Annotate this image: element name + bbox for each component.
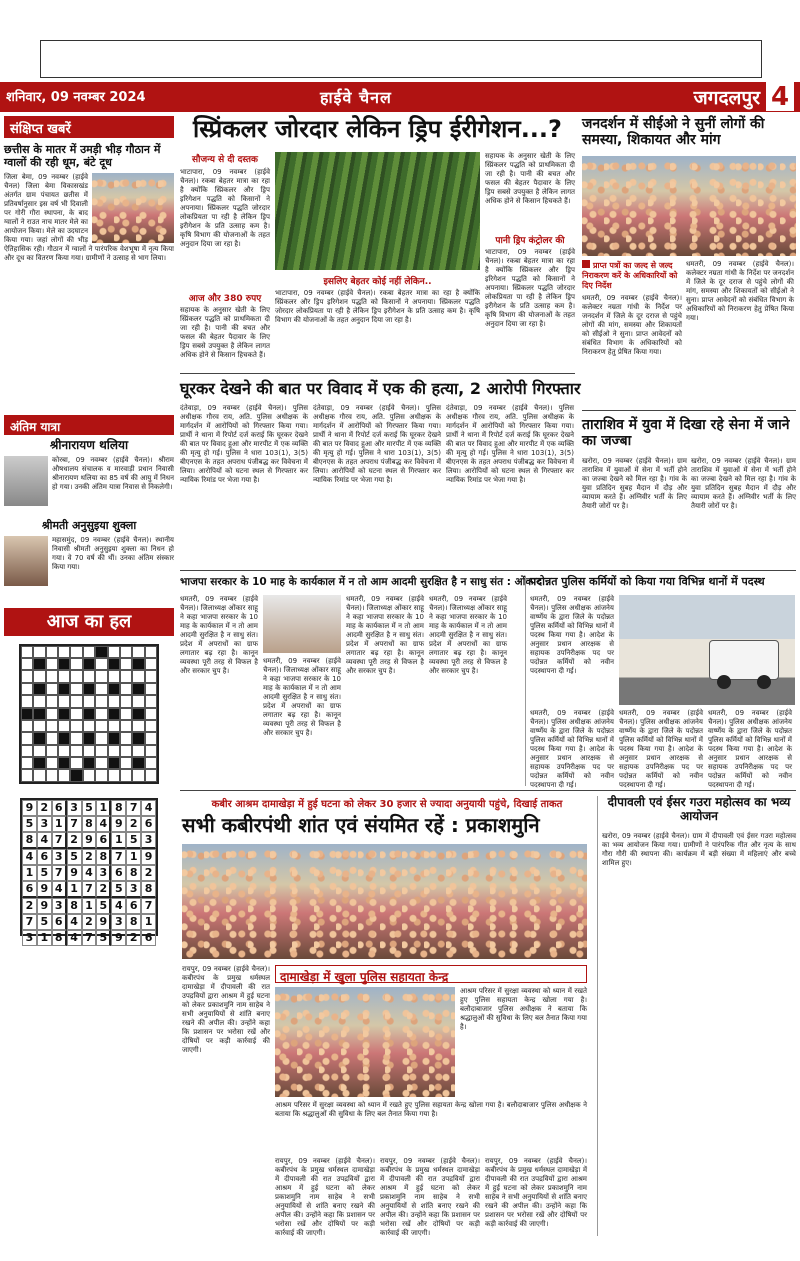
sudoku-cell: 7 [141, 898, 156, 914]
sudoku-cell: 8 [22, 832, 37, 849]
sudoku-cell: 5 [96, 898, 111, 914]
sudoku-cell: 1 [22, 865, 37, 881]
sudoku-cell: 6 [37, 849, 52, 865]
masthead [0, 82, 800, 112]
sudoku-cell: 5 [37, 914, 52, 930]
crossword-cell [46, 695, 58, 707]
sudoku-cell: 5 [111, 881, 126, 898]
crossword-cell [70, 720, 82, 732]
sudoku-cell: 6 [52, 800, 67, 816]
article-text: धमतरी, 09 नवम्बर (हाईवे चैनल)। जिलाध्यक्ष ओंकार साहू ने कहा भाजपा सरकार के 10 माह के कार्यकाल में न तो आम आदमी सुरक्षित है न साधु संत। प्रदेश में अपराधों का ग्राफ लगातार बढ़ रहा है। कानून व्यवस्था पूरी तरह से विफल है और सरकार चुप है। [263, 657, 341, 737]
crossword-cell [145, 757, 157, 769]
sudoku-cell: 2 [126, 816, 141, 832]
crossword-cell [58, 708, 70, 720]
sudoku-cell: 3 [96, 865, 111, 881]
crossword-cell [46, 658, 58, 670]
page-number: 4 [766, 81, 794, 111]
sudoku-cell: 4 [111, 898, 126, 914]
sudoku-cell: 1 [126, 849, 141, 865]
crossword-cell [21, 695, 33, 707]
crossword-cell [132, 708, 144, 720]
headline-jandarshan: जनदर्शन में सीईओ ने सुनीं लोगों की समस्या, शिकायत और मांग [582, 116, 765, 149]
article-text: आश्रम परिसर में सुरक्षा व्यवस्था को ध्यान में रखते हुए पुलिस सहायता केन्द्र खोला गया है। बलौदाबाजार पुलिस अधीक्षक ने बताया कि श्रद्धालुओं की सुविधा के लिए बल तैनात किया गया है। [460, 987, 587, 1031]
crossword-cell [70, 769, 82, 781]
article-text: धमतरी, 09 नवम्बर (हाईवे चैनल)। कलेक्टर नम्रता गांधी के निर्देश पर जनदर्शन में जिले के दूर दराज से पहुंचे लोगों की मांग, समस्या और शिकायतों को सीईओ ने सुना। प्राप्त आवेदनों को संबंधित विभाग के अधिकारियों को निराकरण हेतु प्रेषित किया गया। [686, 260, 794, 322]
crossword-cell [70, 732, 82, 744]
crossword-cell [33, 757, 45, 769]
sudoku-cell: 1 [111, 832, 126, 849]
headline-bjp: भाजपा सरकार के 10 माह के कार्यकाल में न तो आम आदमी सुरक्षित है न साधु संत : ओंकार [180, 576, 541, 588]
crowd-photo [275, 987, 455, 1097]
crossword-cell [70, 708, 82, 720]
crossword-cell [108, 745, 120, 757]
crossword-cell [95, 745, 107, 757]
crossword-cell [21, 757, 33, 769]
crossword-cell [108, 708, 120, 720]
crossword-cell [120, 720, 132, 732]
headline-murder: घूरकर देखने की बात पर विवाद में एक की हत्या, 2 आरोपी गिरफ्तार [180, 379, 581, 398]
crossword-cell [58, 670, 70, 682]
sudoku-cell: 2 [141, 865, 156, 881]
wheat-field-photo [275, 152, 480, 270]
police-article [530, 575, 796, 789]
sudoku-cell: 2 [37, 800, 52, 816]
sub-heading: इसलिए बेहतर कोई नहीं लेकिन.. [323, 277, 432, 287]
crossword-cell [83, 695, 95, 707]
article-text: खरोरा, 09 नवम्बर (हाईवे चैनल)। ग्राम ताराशिव में युवाओं में सेना में भर्ती होने का जज्बा देखने को मिल रहा है। गांव के युवा प्रतिदिन सुबह मैदान में दौड़ और व्यायाम करते हैं। अग्निवीर भर्ती के लिए तैयारी जोरों पर है। [582, 457, 687, 510]
sudoku-cell: 8 [141, 881, 156, 898]
sudoku-cell: 4 [96, 816, 111, 832]
sudoku-cell: 5 [37, 865, 52, 881]
sudoku-cell: 3 [52, 849, 67, 865]
crossword-cell [120, 646, 132, 658]
crossword-cell [83, 745, 95, 757]
crossword-cell [95, 658, 107, 670]
headline-police: पदोन्नत पुलिस कर्मियों को किया गया विभिन्न थानों में पदस्थ [530, 575, 765, 588]
edition-city: जगदलपुर [693, 87, 760, 109]
brief-title: संक्षिप्त खबरें [4, 116, 174, 138]
photo-caption: प्राप्त पत्रों का जल्द से जल्द निराकरण करें के अधिकारियों को दिए निर्देश [582, 261, 678, 290]
crossword-cell [33, 769, 45, 781]
sudoku-cell: 9 [96, 914, 111, 930]
antim-title: अंतिम यात्रा [4, 415, 174, 435]
bjp-article [180, 576, 541, 785]
sudoku-cell: 1 [37, 930, 52, 946]
crossword-cell [21, 708, 33, 720]
sudoku-cell: 7 [126, 800, 141, 816]
crossword-cell [21, 646, 33, 658]
sub-heading: पानी ड्रिप कंट्रोलर की [495, 236, 565, 246]
crossword-cell [108, 720, 120, 732]
crossword-cell [21, 720, 33, 732]
crossword-cell [21, 732, 33, 744]
crossword-cell [108, 670, 120, 682]
headline-helpdesk: दामाखेड़ा में खुला पुलिस सहायता केन्द्र [275, 965, 587, 983]
crossword-cell [46, 720, 58, 732]
sudoku-cell: 9 [111, 816, 126, 832]
crossword-cell [70, 658, 82, 670]
sudoku-cell: 6 [126, 898, 141, 914]
issue-date: शनिवार, 09 नवम्बर 2024 [6, 90, 146, 105]
sudoku-cell: 7 [52, 832, 67, 849]
crossword-cell [21, 683, 33, 695]
article-text: धमतरी, 09 नवम्बर (हाईवे चैनल)। जिलाध्यक्ष ओंकार साहू ने कहा भाजपा सरकार के 10 माह के कार्यकाल में न तो आम आदमी सुरक्षित है न साधु संत। प्रदेश में अपराधों का ग्राफ लगातार बढ़ रहा है। कानून व्यवस्था पूरी तरह से विफल है और सरकार चुप है। [429, 595, 507, 675]
sudoku-cell: 8 [67, 898, 82, 914]
article-text: धमतरी, 09 नवम्बर (हाईवे चैनल)। जिलाध्यक्ष ओंकार साहू ने कहा भाजपा सरकार के 10 माह के कार्यकाल में न तो आम आदमी सुरक्षित है न साधु संत। प्रदेश में अपराधों का ग्राफ लगातार बढ़ रहा है। कानून व्यवस्था पूरी तरह से विफल है और सरकार चुप है। [346, 595, 424, 675]
sudoku-cell: 9 [141, 849, 156, 865]
crossword-cell [132, 646, 144, 658]
sudoku-cell: 6 [141, 816, 156, 832]
crossword-cell [120, 658, 132, 670]
kabir-banner: कबीर आश्रम दामाखेड़ा में हुई घटना को लेकर 30 हजार से ज्यादा अनुयायी पहुंचे, दिखाई ताकत [211, 799, 563, 810]
sudoku-cell: 8 [126, 865, 141, 881]
crossword-cell [95, 732, 107, 744]
crossword-cell [145, 708, 157, 720]
crossword-cell [83, 732, 95, 744]
crossword-cell [95, 708, 107, 720]
article-text: दंतेवाड़ा, 09 नवम्बर (हाईवे चैनल)। पुलिस अधीक्षक गौरव राय, अति. पुलिस अधीक्षक के मार्गदर्शन में आरोपियों को गिरफ्तार किया गया। प्रार्थी ने थाना में रिपोर्ट दर्ज कराई कि घूरकर देखने की बात पर विवाद हुआ और मारपीट में एक व्यक्ति की मृत्यु हो गई। पुलिस ने धारा 103(1), 3(5) बीएनएस के तहत अपराध पंजीबद्ध कर विवेचना में लिया। आरोपियों को घटना स्थल से गिरफ्तार कर न्यायिक रिमांड पर भेजा गया है। [180, 404, 308, 484]
sudoku-cell: 7 [82, 881, 97, 898]
sudoku-cell: 9 [37, 881, 52, 898]
crossword-cell [83, 769, 95, 781]
crossword-cell [95, 683, 107, 695]
sudoku-cell: 2 [67, 832, 82, 849]
sudoku-cell: 5 [22, 816, 37, 832]
sudoku-cell: 9 [111, 930, 126, 946]
crossword-cell [58, 745, 70, 757]
bullet-icon [582, 260, 590, 268]
crossword-cell [145, 658, 157, 670]
article-text: धमतरी, 09 नवम्बर (हाईवे चैनल)। पुलिस अधीक्षक आंजनेय वार्ष्णेय के द्वारा जिले के पदोन्नत पुलिस कर्मियों को विभिन्न थानों में पदस्थ किया गया है। आदेश के अनुसार प्रधान आरक्षक से सहायक उपनिरीक्षक पद पर पदोन्नत कर्मियों को नवीन पदस्थापना दी गई। [619, 709, 703, 789]
crossword-cell [145, 683, 157, 695]
crossword-cell [132, 670, 144, 682]
sudoku-cell: 4 [67, 914, 82, 930]
crossword-cell [58, 646, 70, 658]
sudoku-cell: 1 [67, 881, 82, 898]
crossword-cell [132, 683, 144, 695]
crossword-cell [95, 757, 107, 769]
crossword-cell [108, 658, 120, 670]
crossword-cell [108, 646, 120, 658]
crowd-photo [92, 173, 174, 243]
sudoku-cell: 9 [82, 832, 97, 849]
article-text: खरोरा, 09 नवम्बर (हाईवे चैनल)। ग्राम ताराशिव में युवाओं में सेना में भर्ती होने का जज्बा देखने को मिल रहा है। गांव के युवा प्रतिदिन सुबह मैदान में दौड़ और व्यायाम करते हैं। अग्निवीर भर्ती के लिए तैयारी जोरों पर है। [691, 457, 796, 510]
crossword-cell [46, 670, 58, 682]
crossword-cell [132, 745, 144, 757]
sudoku-cell: 8 [96, 849, 111, 865]
crossword-cell [33, 670, 45, 682]
crossword-cell [58, 695, 70, 707]
article-text: भाटापारा, 09 नवम्बर (हाईवे चैनल)। रकबा बेहतर मात्रा का रहा है क्योंकि स्प्रिंकलर और ड्रिप इरिगेशन पद्धति को किसानों ने अपनाया। स्प्रिंकलर पद्धति जोरदार लोकप्रियता पा रही है लेकिन ड्रिप इरीगेशन के प्रति उत्साह कम है। कृषि विभाग की योजनाओं के तहत अनुदान दिया जा रहा है। [275, 289, 480, 324]
article-text: रायपुर, 09 नवम्बर (हाईवे चैनल)। कबीरपंथ के प्रमुख धर्मस्थल दामाखेड़ा में दीपावली की रात उपद्रवियों द्वारा आश्रम में हुई घटना को लेकर प्रकाशमुनि नाम साहेब ने सभी अनुयायियों से शांति बनाए रखने की अपील की। उन्होंने कहा कि प्रशासन पर भरोसा रखें और दोषियों पर कड़ी कार्रवाई की जाएगी। [485, 1157, 587, 1228]
crossword-cell [145, 769, 157, 781]
crossword-cell [132, 732, 144, 744]
crossword-cell [83, 646, 95, 658]
crossword-cell [33, 658, 45, 670]
crossword-cell [95, 646, 107, 658]
crossword-cell [33, 683, 45, 695]
sudoku-cell: 4 [82, 865, 97, 881]
article-text: दंतेवाड़ा, 09 नवम्बर (हाईवे चैनल)। पुलिस अधीक्षक गौरव राय, अति. पुलिस अधीक्षक के मार्गदर्शन में आरोपियों को गिरफ्तार किया गया। प्रार्थी ने थाना में रिपोर्ट दर्ज कराई कि घूरकर देखने की बात पर विवाद हुआ और मारपीट में एक व्यक्ति की मृत्यु हो गई। पुलिस ने धारा 103(1), 3(5) बीएनएस के तहत अपराध पंजीबद्ध कर विवेचना में लिया। आरोपियों को घटना स्थल से गिरफ्तार कर न्यायिक रिमांड पर भेजा गया है। [313, 404, 441, 484]
sudoku-cell: 5 [67, 849, 82, 865]
vehicle-photo [619, 595, 795, 705]
sudoku-cell: 7 [111, 849, 126, 865]
article-text: धमतरी, 09 नवम्बर (हाईवे चैनल)। पुलिस अधीक्षक आंजनेय वार्ष्णेय के द्वारा जिले के पदोन्नत पुलिस कर्मियों को विभिन्न थानों में पदस्थ किया गया है। आदेश के अनुसार प्रधान आरक्षक से सहायक उपनिरीक्षक पद पर पदोन्नत कर्मियों को नवीन पदस्थापना दी गई। [708, 709, 792, 789]
crossword-cell [58, 720, 70, 732]
article-text: रायपुर, 09 नवम्बर (हाईवे चैनल)। कबीरपंथ के प्रमुख धर्मस्थल दामाखेड़ा में दीपावली की रात उपद्रवियों द्वारा आश्रम में हुई घटना को लेकर प्रकाशमुनि नाम साहेब ने सभी अनुयायियों से शांति बनाए रखने की अपील की। उन्होंने कहा कि प्रशासन पर भरोसा रखें और दोषियों पर कड़ी कार्रवाई की जाएगी। [182, 965, 270, 1054]
crossword-cell [145, 695, 157, 707]
crossword-cell [33, 646, 45, 658]
deepawali-article [602, 796, 796, 1232]
crossword-cell [21, 769, 33, 781]
sudoku-cell: 2 [82, 914, 97, 930]
article-text: खरोरा, 09 नवम्बर (हाईवे चैनल)। ग्राम में दीपावली एवं ईसर गउरा महोत्सव का भव्य आयोजन किया गया। ग्रामीणों ने पारंपरिक गीत और नृत्य के साथ गौरा गौरी की स्थापना की। कार्यक्रम में बड़ी संख्या में महिलाएं और बच्चे शामिल हुए। [602, 832, 796, 867]
sudoku-cell: 1 [82, 898, 97, 914]
crossword-cell [21, 745, 33, 757]
crossword-cell [70, 683, 82, 695]
crossword-cell [83, 658, 95, 670]
crossword-cell [145, 732, 157, 744]
sudoku-cell: 9 [67, 865, 82, 881]
antim-text-1: कोरबा, 09 नवम्बर (हाईवे चैनल)। श्रीराम औषधालय संचालक व मारवाड़ी प्रधान निवासी श्रीनारायण थलिया का 85 वर्ष की आयु में निधन हो गया। उनकी अंतिम यात्रा निवास से निकलेगी। [52, 456, 174, 492]
crossword-cell [145, 646, 157, 658]
crossword-cell [108, 769, 120, 781]
sudoku-cell: 4 [141, 800, 156, 816]
crossword-cell [83, 720, 95, 732]
crossword-cell [33, 745, 45, 757]
portrait-photo [263, 595, 341, 653]
article-text: सहायक के अनुसार खेती के लिए स्प्रिंकलर पद्धति को प्राथमिकता दी जा रही है। पानी की बचत और फसल की बेहतर पैदावार के लिए ड्रिप सबसे उपयुक्त है लेकिन लागत अधिक होने से किसान हिचकते हैं। [180, 306, 270, 359]
crossword-cell [120, 683, 132, 695]
sudoku-cell: 1 [141, 914, 156, 930]
crossword-cell [46, 745, 58, 757]
crossword-cell [46, 769, 58, 781]
sudoku-cell: 6 [141, 930, 156, 946]
crossword-cell [83, 670, 95, 682]
crossword-cell [58, 658, 70, 670]
sudoku-cell: 4 [37, 832, 52, 849]
article-text: सहायक के अनुसार खेती के लिए स्प्रिंकलर पद्धति को प्राथमिकता दी जा रही है। पानी की बचत और फसल की बेहतर पैदावार के लिए ड्रिप सबसे उपयुक्त है लेकिन लागत अधिक होने से किसान हिचकते हैं। [485, 152, 575, 205]
headline-sprinkler: स्प्रिंकलर जोरदार लेकिन ड्रिप ईरीगेशन...? [193, 115, 562, 143]
portrait-photo [4, 536, 48, 586]
sudoku-cell: 4 [22, 849, 37, 865]
antim-name-2: श्रीमती अनुसुइया शुक्ला [41, 519, 137, 533]
crossword-cell [83, 708, 95, 720]
crossword-cell [83, 757, 95, 769]
crossword-cell [108, 695, 120, 707]
crossword-cell [70, 745, 82, 757]
sudoku-cell: 1 [96, 800, 111, 816]
crossword-cell [145, 670, 157, 682]
sudoku-cell: 8 [52, 930, 67, 946]
crossword-cell [108, 757, 120, 769]
sudoku-cell: 3 [126, 881, 141, 898]
antim-text-2: महासमुंद, 09 नवम्बर (हाईवे चैनल)। स्थानीय निवासी श्रीमती अनुसुइया शुक्ला का निधन हो गया। वे 70 वर्ष की थीं। उनका अंतिम संस्कार किया गया। [52, 535, 174, 571]
crossword-cell [95, 695, 107, 707]
article-text: धमतरी, 09 नवम्बर (हाईवे चैनल)। पुलिस अधीक्षक आंजनेय वार्ष्णेय के द्वारा जिले के पदोन्नत पुलिस कर्मियों को विभिन्न थानों में पदस्थ किया गया है। आदेश के अनुसार प्रधान आरक्षक से सहायक उपनिरीक्षक पद पर पदोन्नत कर्मियों को नवीन पदस्थापना दी गई। [530, 595, 614, 675]
crossword-cell [33, 732, 45, 744]
article-text: धमतरी, 09 नवम्बर (हाईवे चैनल)। कलेक्टर नम्रता गांधी के निर्देश पर जनदर्शन में जिले के दूर दराज से पहुंचे लोगों की मांग, समस्या और शिकायतों को सीईओ ने सुना। प्राप्त आवेदनों को संबंधित विभाग के अधिकारियों को निराकरण हेतु प्रेषित किया गया। [582, 294, 682, 356]
article-text: रायपुर, 09 नवम्बर (हाईवे चैनल)। कबीरपंथ के प्रमुख धर्मस्थल दामाखेड़ा में दीपावली की रात उपद्रवियों द्वारा आश्रम में हुई घटना को लेकर प्रकाशमुनि नाम साहेब ने सभी अनुयायियों से शांति बनाए रखने की अपील की। उन्होंने कहा कि प्रशासन पर भरोसा रखें और दोषियों पर कड़ी कार्रवाई की जाएगी। [380, 1157, 480, 1237]
crossword-cell [120, 769, 132, 781]
crowd-photo [182, 844, 587, 959]
crossword-cell [132, 757, 144, 769]
crossword-cell [70, 757, 82, 769]
sub-heading: आज और 380 रुपए [188, 294, 262, 304]
article-text: दंतेवाड़ा, 09 नवम्बर (हाईवे चैनल)। पुलिस अधीक्षक गौरव राय, अति. पुलिस अधीक्षक के मार्गदर्शन में आरोपियों को गिरफ्तार किया गया। प्रार्थी ने थाना में रिपोर्ट दर्ज कराई कि घूरकर देखने की बात पर विवाद हुआ और मारपीट में एक व्यक्ति की मृत्यु हो गई। पुलिस ने धारा 103(1), 3(5) बीएनएस के तहत अपराध पंजीबद्ध कर विवेचना में लिया। आरोपियों को घटना स्थल से गिरफ्तार कर न्यायिक रिमांड पर भेजा गया है। [446, 404, 574, 484]
sudoku-cell: 2 [126, 930, 141, 946]
sudoku-cell: 2 [82, 849, 97, 865]
sudoku-cell: 7 [82, 930, 97, 946]
crossword-cell [58, 683, 70, 695]
crossword-cell [70, 670, 82, 682]
portrait-photo [4, 456, 48, 506]
sudoku-cell: 8 [82, 816, 97, 832]
sudoku-cell: 2 [22, 898, 37, 914]
crossword-cell [120, 732, 132, 744]
crossword-cell [46, 683, 58, 695]
crossword-cell [95, 720, 107, 732]
crossword-cell [95, 769, 107, 781]
crossword-cell [33, 720, 45, 732]
sudoku-cell: 6 [111, 865, 126, 881]
crossword-cell [58, 769, 70, 781]
sudoku-cell: 3 [111, 914, 126, 930]
crossword-cell [46, 646, 58, 658]
sudoku-cell: 6 [96, 832, 111, 849]
article-text: आश्रम परिसर में सुरक्षा व्यवस्था को ध्यान में रखते हुए पुलिस सहायता केन्द्र खोला गया है। बलौदाबाजार पुलिस अधीक्षक ने बताया कि श्रद्धालुओं की सुविधा के लिए बल तैनात किया गया है। [275, 1101, 587, 1118]
sudoku-cell: 6 [52, 914, 67, 930]
headline-deepawali: दीपावली एवं ईसर गउरा महोत्सव का भव्य आयोजन [607, 795, 791, 823]
sudoku-cell: 4 [67, 930, 82, 946]
sudoku-cell: 8 [126, 914, 141, 930]
headline-army: ताराशिव में युवा में दिखा रहे सेना में जाने का जज्बा [582, 417, 790, 450]
crossword-cell [33, 695, 45, 707]
top-ad-box [40, 40, 762, 78]
article-text: भाटापारा, 09 नवम्बर (हाईवे चैनल)। रकबा बेहतर मात्रा का रहा है क्योंकि स्प्रिंकलर और ड्रिप इरिगेशन पद्धति को किसानों ने अपनाया। स्प्रिंकलर पद्धति जोरदार लोकप्रियता पा रही है लेकिन ड्रिप इरीगेशन के प्रति उत्साह कम है। कृषि विभाग की योजनाओं के तहत अनुदान दिया जा रहा है। [180, 168, 270, 248]
crossword-cell [83, 683, 95, 695]
crossword-cell [95, 670, 107, 682]
sudoku-cell: 8 [111, 800, 126, 816]
crossword-cell [120, 708, 132, 720]
crossword-cell [145, 745, 157, 757]
sudoku-cell: 5 [96, 930, 111, 946]
sudoku-grid [20, 798, 158, 944]
sudoku-cell: 9 [37, 898, 52, 914]
brief-text: जिला बेमा, 09 नवम्बर (हाईवे चैनल) जिला बेमा विकासखंड अंतर्गत ग्राम पंचायत छतीस में प्रतिवर्षानुसार इस वर्ष भी दिवाली पर गोरी गौरा स्थापना, के बाद ग्वालों ने राउत नाच मातर मेले का आयोजन किया। मेले का उदघाटन किया गया। जहां लोगों की भीड़ ऐतिहासिक रही। गौठान में ग्वालों ने पारंपरिक वेशभूषा में नृत्य किया और दूध का वितरण किया गया। ग्रामीणों ने उत्साह से भाग लिया। [4, 173, 174, 263]
crossword-cell [120, 757, 132, 769]
crossword-cell [33, 708, 45, 720]
paper-name: हाईवे चैनल [320, 88, 392, 107]
crossword-cell [132, 769, 144, 781]
crossword-cell [46, 757, 58, 769]
crossword-cell [132, 720, 144, 732]
crossword-cell [21, 658, 33, 670]
crossword-cell [46, 708, 58, 720]
sudoku-cell: 7 [52, 865, 67, 881]
sudoku-cell: 3 [67, 800, 82, 816]
crossword-cell [108, 732, 120, 744]
sudoku-cell: 3 [37, 816, 52, 832]
crossword-grid [19, 644, 159, 784]
crossword-cell [132, 658, 144, 670]
crowd-photo [582, 156, 796, 256]
brief-headline: छत्तीस के मातर में उमड़ी भीड़ गौठान में ग्वालों की रही धूम, बंटे दूध [4, 143, 161, 169]
sudoku-cell: 1 [52, 816, 67, 832]
crossword-cell [58, 757, 70, 769]
sudoku-cell: 7 [67, 816, 82, 832]
article-text: धमतरी, 09 नवम्बर (हाईवे चैनल)। पुलिस अधीक्षक आंजनेय वार्ष्णेय के द्वारा जिले के पदोन्नत पुलिस कर्मियों को विभिन्न थानों में पदस्थ किया गया है। आदेश के अनुसार प्रधान आरक्षक से सहायक उपनिरीक्षक पद पर पदोन्नत कर्मियों को नवीन पदस्थापना दी गई। [530, 709, 614, 789]
crossword-cell [120, 670, 132, 682]
sudoku-cell: 6 [22, 881, 37, 898]
sudoku-cell: 3 [22, 930, 37, 946]
crossword-cell [58, 732, 70, 744]
sudoku-cell: 3 [52, 898, 67, 914]
crossword-cell [70, 646, 82, 658]
sudoku-cell: 5 [126, 832, 141, 849]
article-text: भाटापारा, 09 नवम्बर (हाईवे चैनल)। रकबा बेहतर मात्रा का रहा है क्योंकि स्प्रिंकलर और ड्रिप इरिगेशन पद्धति को किसानों ने अपनाया। स्प्रिंकलर पद्धति जोरदार लोकप्रियता पा रही है लेकिन ड्रिप इरीगेशन के प्रति उत्साह कम है। कृषि विभाग की योजनाओं के तहत अनुदान दिया जा रहा है। [485, 248, 575, 328]
crossword-cell [46, 732, 58, 744]
article-text: रायपुर, 09 नवम्बर (हाईवे चैनल)। कबीरपंथ के प्रमुख धर्मस्थल दामाखेड़ा में दीपावली की रात उपद्रवियों द्वारा आश्रम में हुई घटना को लेकर प्रकाशमुनि नाम साहेब ने सभी अनुयायियों से शांति बनाए रखने की अपील की। उन्होंने कहा कि प्रशासन पर भरोसा रखें और दोषियों पर कड़ी कार्रवाई की जाएगी। [275, 1157, 375, 1237]
sudoku-cell: 2 [96, 881, 111, 898]
crossword-cell [120, 695, 132, 707]
sudoku-cell: 3 [141, 832, 156, 849]
kabir-section [182, 796, 592, 1261]
sub-heading: सौजन्य से दी दस्तक [192, 155, 258, 165]
sudoku-cell: 7 [22, 914, 37, 930]
crossword-cell [132, 695, 144, 707]
puzzle-title: आज का हल [4, 608, 174, 636]
crossword-cell [70, 695, 82, 707]
sudoku-cell: 4 [52, 881, 67, 898]
crossword-cell [120, 745, 132, 757]
crossword-cell [145, 720, 157, 732]
crossword-cell [108, 683, 120, 695]
sudoku-cell: 9 [22, 800, 37, 816]
left-column [4, 116, 174, 1241]
antim-name-1: श्रीनारायण थलिया [49, 438, 129, 453]
sudoku-cell: 5 [82, 800, 97, 816]
article-text: धमतरी, 09 नवम्बर (हाईवे चैनल)। जिलाध्यक्ष ओंकार साहू ने कहा भाजपा सरकार के 10 माह के कार्यकाल में न तो आम आदमी सुरक्षित है न साधु संत। प्रदेश में अपराधों का ग्राफ लगातार बढ़ रहा है। कानून व्यवस्था पूरी तरह से विफल है और सरकार चुप है। [180, 595, 258, 675]
headline-kabir: सभी कबीरपंथी शांत एवं संयमित रहें : प्रकाशमुनि [182, 813, 540, 837]
crossword-cell [21, 670, 33, 682]
